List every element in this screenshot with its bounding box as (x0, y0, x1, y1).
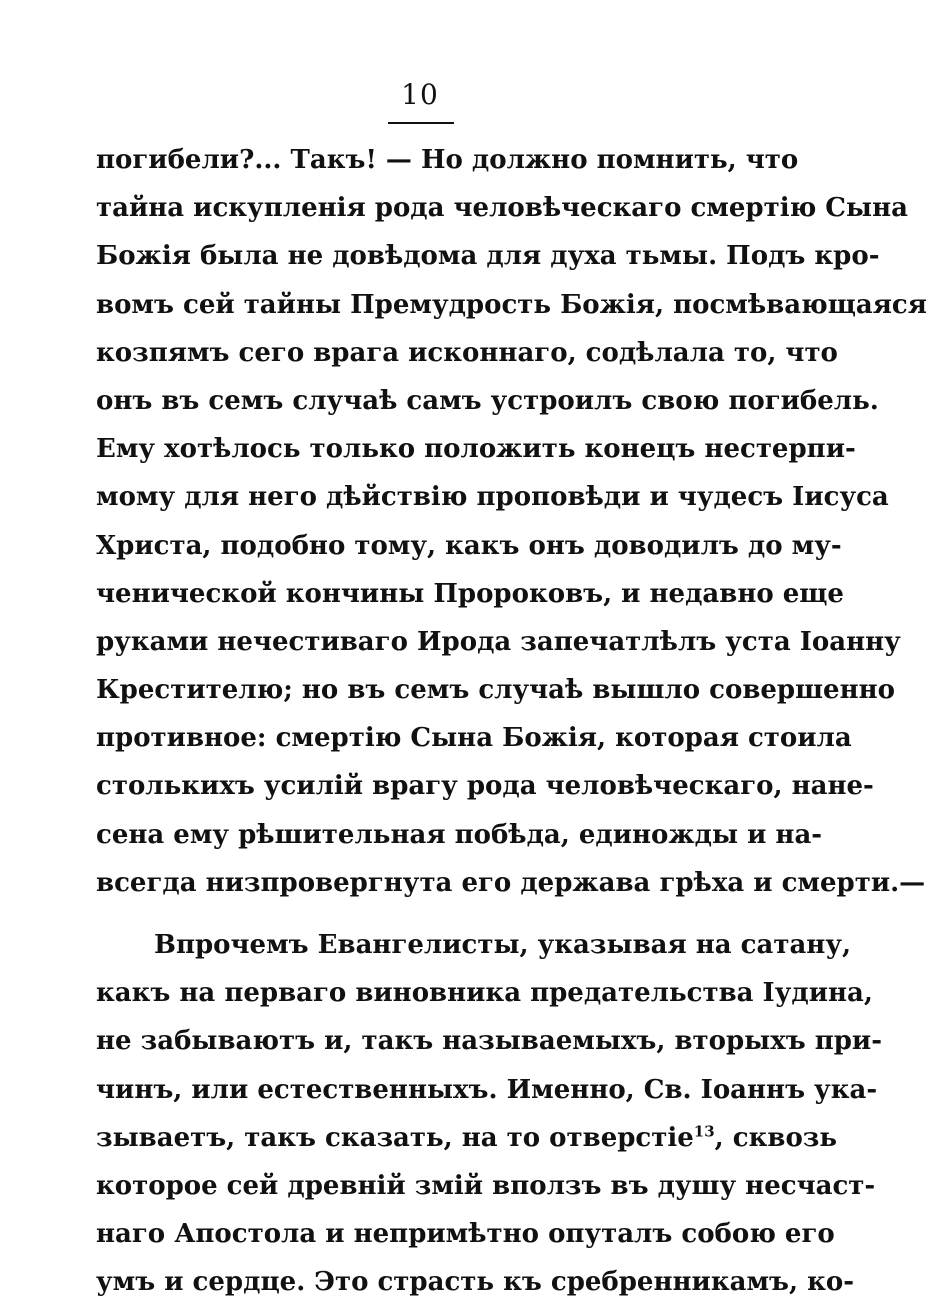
paragraph-gap (96, 907, 746, 921)
text-line: тайна искупленія рода человѣческаго смертію Сына (96, 193, 908, 224)
footnote-reference: 13 (693, 1122, 715, 1141)
text-line: наго Апостола и непримѣтно опуталъ собою его (96, 1219, 835, 1250)
text-line: руками нечестиваго Ирода запечатлѣлъ уста Іоанну (96, 626, 901, 657)
page-number: 10 (401, 78, 439, 111)
text-line: Ему хотѣлось только положить конецъ нестерпи- (96, 434, 856, 465)
text-line: вомъ сей тайны Премудрость Божія, посмѣвающаяся (96, 289, 927, 320)
text-line: онъ въ семъ случаѣ самъ устроилъ свою погибель. (96, 385, 879, 416)
text-line: ченической кончины Пророковъ, и недавно еще (96, 578, 844, 609)
paragraph-1 (96, 136, 927, 907)
text-line: Божія была не довѣдома для духа тьмы. Подъ кро- (96, 241, 880, 272)
text-line: всегда низпровергнута его держава грѣха и смерти.— (96, 867, 926, 898)
text-segment: зываетъ, такъ сказать, на то отверстіе (96, 1122, 694, 1153)
text-line: Христа, подобно тому, какъ онъ доводилъ до му- (96, 530, 842, 561)
paragraph-2 (96, 921, 882, 1307)
text-line-with-footnote (96, 1114, 838, 1162)
page-number-rule (388, 122, 454, 124)
text-segment: , сквозь (714, 1122, 838, 1153)
text-line: погибели?... Такъ! — Но должно помнить, что (96, 145, 799, 175)
text-line: сена ему рѣшительная побѣда, единожды и на- (96, 819, 823, 850)
text-line: столькихъ усилій врагу рода человѣческаго, нане- (96, 771, 874, 802)
text-line: которое сей древній змій вползъ въ душу несчаст- (96, 1170, 876, 1201)
text-line: Впрочемъ Евангелисты, указывая на сатану, (154, 930, 852, 960)
text-line: противное: смертію Сына Божія, которая стоила (96, 723, 852, 754)
body-text (96, 136, 927, 1307)
text-line: Крестителю; но въ семъ случаѣ вышло совершенно (96, 675, 895, 706)
text-line: не забываютъ и, такъ называемыхъ, вторыхъ при- (96, 1026, 882, 1057)
text-line: какъ на перваго виновника предательства Іудина, (96, 978, 873, 1009)
text-line: козпямъ сего врага исконнаго, содѣлала то, что (96, 337, 838, 368)
text-line: умъ и сердце. Это страсть къ сребренникамъ, ко- (96, 1267, 854, 1298)
text-line: мому для него дѣйствію проповѣди и чудесъ Іисуса (96, 482, 889, 513)
text-line: чинъ, или естественныхъ. Именно, Св. Іоаннъ ука- (96, 1074, 878, 1105)
